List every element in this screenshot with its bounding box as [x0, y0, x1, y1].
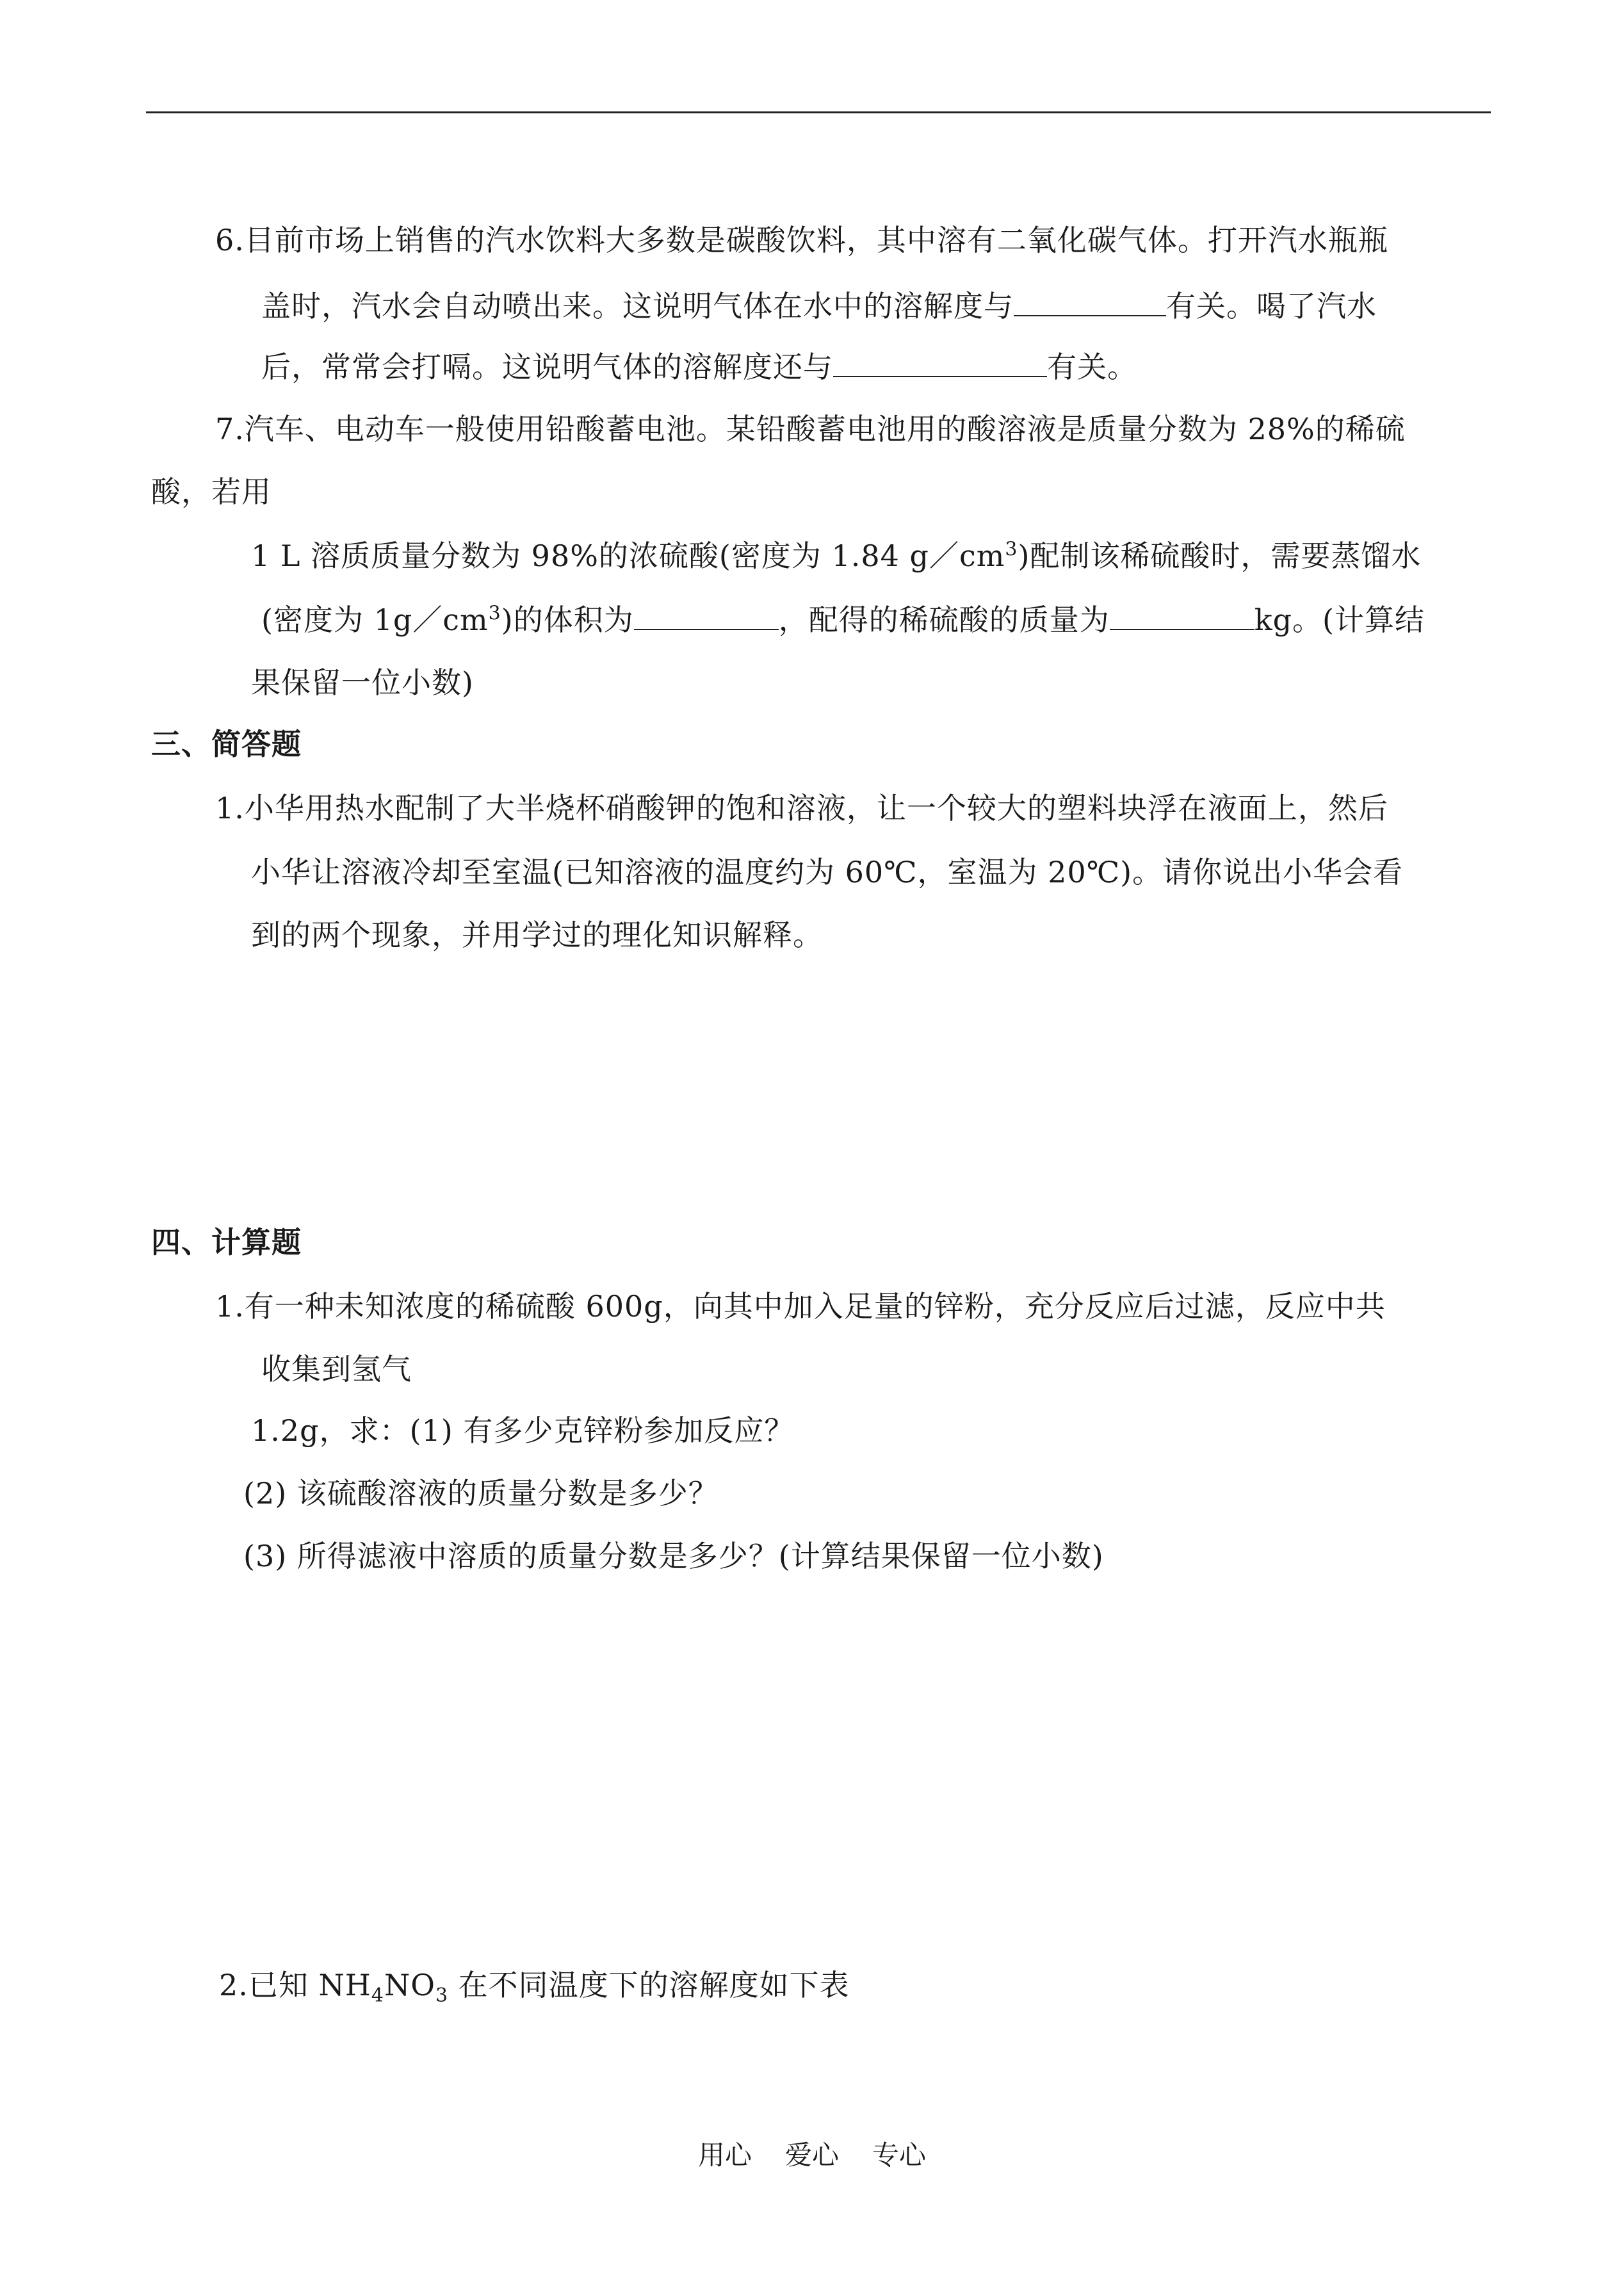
- s4-q1-text-4: (2) 该硫酸溶液的质量分数是多少？: [243, 1476, 719, 1511]
- s3-q1-line-3: [251, 916, 823, 954]
- s4-q1-line-1: [215, 1287, 1386, 1326]
- s4-q1-text-5: (3) 所得滤液中溶质的质量分数是多少？(计算结果保留一位小数): [243, 1539, 1104, 1573]
- q6-blank-2[interactable]: [833, 346, 1047, 377]
- q6-line-2: [261, 286, 1377, 325]
- s4-q1-text-1: 1.有一种未知浓度的稀硫酸 600g，向其中加入足量的锌粉，充分反应后过滤，反应中共: [215, 1289, 1386, 1324]
- q6-line-1: [215, 221, 1388, 259]
- q7-blank-1[interactable]: [634, 599, 779, 630]
- q6-text-1: 6.目前市场上销售的汽水饮料大多数是碳酸饮料，其中溶有二氧化碳气体。打开汽水瓶瓶: [215, 223, 1388, 257]
- s4-q1-text-2: 收集到氢气: [261, 1352, 412, 1386]
- q6-text-3a: 后，常常会打嗝。这说明气体的溶解度还与: [261, 350, 833, 384]
- q7-superscript-2: 3: [488, 602, 501, 625]
- q7-superscript-1: 3: [1005, 538, 1018, 561]
- q7-blank-2[interactable]: [1110, 599, 1255, 630]
- s4-q1-line-3: [251, 1411, 794, 1450]
- s4-q2-text-b: NO: [384, 1968, 435, 2002]
- s3-q1-text-3: 到的两个现象，并用学过的理化知识解释。: [251, 918, 823, 952]
- q7-text-5: 果保留一位小数): [251, 665, 474, 700]
- q7-text-4b: )的体积为: [501, 603, 634, 637]
- s4-q1-line-2: [261, 1350, 412, 1388]
- s4-q1-text-3: 1.2g，求：(1) 有多少克锌粉参加反应？: [251, 1413, 795, 1448]
- header-rule: [146, 111, 1491, 113]
- q6-text-2b: 有关。喝了汽水: [1166, 289, 1377, 323]
- q7-line-3: [251, 537, 1421, 575]
- q7-line-2: [151, 473, 272, 511]
- q7-line-5: [251, 663, 474, 702]
- footer-word-3: 专心: [872, 2139, 927, 2171]
- section-3-title: [151, 725, 302, 763]
- q6-blank-1[interactable]: [1014, 286, 1166, 316]
- section-4-title-text: 四、计算题: [151, 1225, 302, 1260]
- q7-text-4a: (密度为 1g／cm: [261, 603, 489, 637]
- q7-text-4d: kg。(计算结: [1254, 603, 1425, 637]
- s4-q2-line-1: [219, 1966, 850, 2007]
- s3-q1-line-2: [251, 853, 1403, 891]
- section-3-title-text: 三、简答题: [151, 727, 302, 761]
- q7-text-1: 7.汽车、电动车一般使用铅酸蓄电池。某铅酸蓄电池用的酸溶液是质量分数为 28%的稀硫: [215, 412, 1406, 446]
- s4-q2-subscript-1: 4: [371, 1984, 384, 2007]
- s3-q1-text-2: 小华让溶液冷却至室温(已知溶液的温度约为 60℃，室温为 20℃)。请你说出小华会看: [251, 855, 1404, 889]
- q7-text-3b: )配制该稀硫酸时，需要蒸馏水: [1018, 539, 1422, 573]
- s4-q2-text-c: 在不同温度下的溶解度如下表: [448, 1968, 850, 2002]
- s4-q2-subscript-2: 3: [435, 1984, 449, 2007]
- q7-text-2: 酸，若用: [151, 474, 272, 509]
- s3-q1-text-1: 1.小华用热水配制了大半烧杯硝酸钾的饱和溶液，让一个较大的塑料块浮在液面上，然后: [215, 791, 1388, 825]
- s4-q2-text-a: 2.已知 NH: [219, 1968, 371, 2002]
- q7-text-3a: 1 L 溶质质量分数为 98%的浓硫酸(密度为 1.84 g／cm: [251, 539, 1005, 573]
- q7-text-4c: ，配得的稀硫酸的质量为: [778, 603, 1110, 637]
- q6-text-2a: 盖时，汽水会自动喷出来。这说明气体在水中的溶解度与: [261, 289, 1014, 323]
- q7-line-4: [261, 599, 1425, 639]
- footer-word-1: 用心: [697, 2139, 752, 2171]
- s4-q1-line-4: [243, 1474, 719, 1512]
- section-4-title: [151, 1223, 302, 1261]
- page-footer: [0, 2137, 1624, 2173]
- q6-text-3b: 有关。: [1047, 350, 1137, 384]
- q6-line-3: [261, 346, 1137, 386]
- s3-q1-line-1: [215, 789, 1388, 827]
- footer-word-2: 爱心: [784, 2139, 839, 2171]
- q7-line-1: [215, 410, 1406, 448]
- s4-q1-line-5: [243, 1537, 1104, 1575]
